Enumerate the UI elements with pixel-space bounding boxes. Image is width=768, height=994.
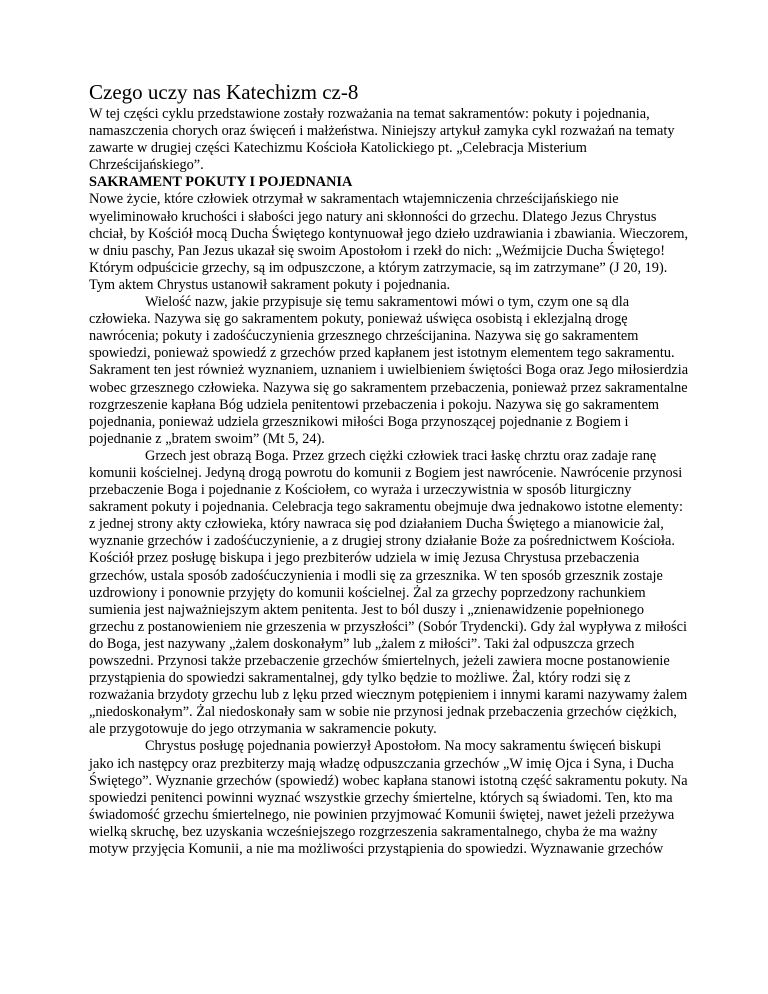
body-paragraph-2: Wielość nazw, jakie przypisuje się temu sakramentowi mówi o tym, czym one są dla człowieka. Nazywa się go sakramentem pokuty, ponieważ uświęca osobistą i eklezjalną drogę nawrócenia; pokuty i zadośćuczynienia grzesznego chrześcijanina. Nazywa się go sakramentem spowiedzi, ponieważ spowiedź z grzechów przed kapłanem jest istotnym elementem tego sakramentu. Sakrament ten jest również wyznaniem, uznaniem i uwielbieniem świętości Boga oraz Jego miłosierdzia wobec grzesznego człowieka. Nazywa się go sakramentem przebaczenia, ponieważ przez sakramentalne rozgrzeszenie kapłana Bóg udziela penitentowi przebaczenia i pokoju. Nazywa się go sakramentem pojednania, ponieważ udziela grzesznikowi miłości Boga przynoszącej pojednanie z Bogiem i pojednanie z „bratem swoim” (Mt 5, 24). [89, 294, 689, 447]
document-title: Czego uczy nas Katechizm cz-8 [89, 80, 359, 104]
intro-paragraph: W tej części cyklu przedstawione zostały rozważania na temat sakramentów: pokuty i pojednania, namaszczenia chorych oraz święceń i małżeństwa. Niniejszy artykuł zamyka cykl rozważań na tematy zawarte w drugiej części Katechizmu Kościoła Katolickiego pt. „Celebracja Misterium Chrześcijańskiego”. [89, 106, 675, 174]
section-heading: SAKRAMENT POKUTY I POJEDNANIA [89, 174, 353, 191]
body-paragraph-4: Chrystus posługę pojednania powierzył Apostołom. Na mocy sakramentu święceń biskupi jako ich następcy oraz prezbiterzy mają władzę odpuszczania grzechów „W imię Ojca i Syna, i Ducha Świętego”. Wyznanie grzechów (spowiedź) wobec kapłana stanowi istotną część sakramentu pokuty. Na spowiedzi penitenci powinni wyznać wszystkie grzechy śmiertelne, których są świadomi. Ten, kto ma świadomość grzechu śmiertelnego, nie powinien przyjmować Komunii świętej, nawet jeżeli przeżywa wielką skruchę, bez uzyskania wcześniejszego rozgrzeszenia sakramentalnego, chyba że ma ważny motyw przyjęcia Komunii, a nie ma możliwości przystąpienia do spowiedzi. Wyznawanie grzechów [89, 738, 688, 858]
document-page [89, 80, 689, 858]
body-paragraph-3: Grzech jest obrazą Boga. Przez grzech ciężki człowiek traci łaskę chrztu oraz zadaje ranę komunii kościelnej. Jedyną drogą powrotu do komunii z Bogiem jest nawrócenie. Nawrócenie przynosi przebaczenie Boga i pojednanie z Kościołem, co wyraża i urzeczywistnia w sposób liturgiczny sakrament pokuty i pojednania. Celebracja tego sakramentu obejmuje dwa jednakowo istotne elementy: z jednej strony akty człowieka, który nawraca się pod działaniem Ducha Świętego a mianowicie żal, wyznanie grzechów i zadośćuczynienie, a z drugiej strony działanie Boże za pośrednictwem Kościoła. Kościół przez posługę biskupa i jego prezbiterów udziela w imię Jezusa Chrystusa przebaczenia grzechów, ustala sposób zadośćuczynienia i modli się za grzesznika. W ten sposób grzesznik zostaje uzdrowiony i ponownie przyjęty do komunii kościelnej. Żal za grzechy poprzedzony rachunkiem sumienia jest najważniejszym aktem penitenta. Jest to ból duszy i „znienawidzenie popełnionego grzechu z postanowieniem nie grzeszenia w przyszłości” (Sobór Trydencki). Gdy żal wypływa z miłości do Boga, jest nazywany „żalem doskonałym” lub „żalem z miłości”. Taki żal odpuszcza grzech powszedni. Przynosi także przebaczenie grzechów śmiertelnych, jeżeli zawiera mocne postanowienie przystąpienia do spowiedzi sakramentalnej, gdy tylko będzie to możliwe. Żal, który rodzi się z rozważania brzydoty grzechu lub z lęku przed wiecznym potępieniem i innymi karami nazywamy żalem „niedoskonałym”. Żal niedoskonały sam w sobie nie przynosi jednak przebaczenia grzechów ciężkich, ale przygotowuje do jego otrzymania w sakramencie pokuty. [89, 447, 688, 738]
body-paragraph-1: Nowe życie, które człowiek otrzymał w sakramentach wtajemniczenia chrześcijańskiego nie wyeliminowało kruchości i słabości jego natury ani skłonności do grzechu. Dlatego Jezus Chrystus chciał, by Kościół mocą Ducha Świętego kontynuował jego dzieło uzdrawiania i zbawiania. Wieczorem, w dniu paschy, Pan Jezus ukazał się swoim Apostołom i rzekł do nich: „Weźmijcie Ducha Świętego! Którym odpuścicie grzechy, są im odpuszczone, a którym zatrzymacie, są im zatrzymane” (J 20, 19). Tym aktem Chrystus ustanowił sakrament pokuty i pojednania. [89, 191, 689, 293]
